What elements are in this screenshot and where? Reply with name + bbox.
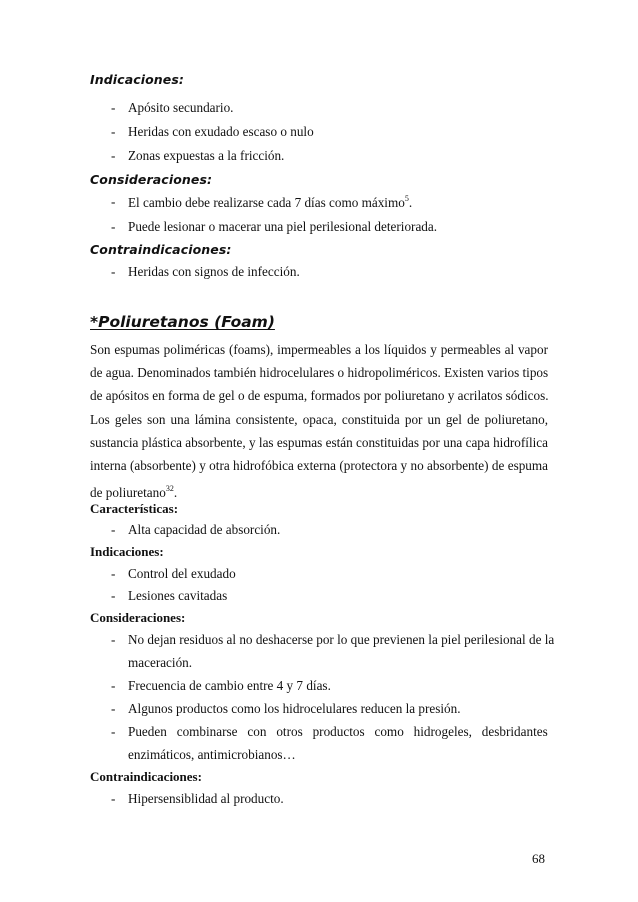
contraindicaciones-heading: Contraindicaciones:: [90, 242, 232, 257]
consideraciones-heading: Consideraciones:: [90, 172, 213, 187]
list-item-continuation: maceración.: [128, 655, 193, 670]
caracteristicas-heading: Características:: [90, 501, 179, 516]
indicaciones-heading: Indicaciones:: [90, 544, 164, 559]
document-page: Indicaciones: - Apósito secundario. - Heridas con exudado escaso o nulo - Zonas expuestas a la fricción. Consideraciones: - El cambio debe realizarse cada 7 días como máximo$^5$. - Puede lesionar o macerar una piel perilesional deteriorada. Contraindicaciones: - Heridas con signos de infección. *Poliuretanos (Foam) Son espumas poliméricas (foams), impermeables a los líquidos y permeables al vapor de agua. Denominados también hidrocelulares o hidropoliméricos. Existen varios tipos de apósitos en forma de gel o de espuma, formados por poliuretano y acrilatos sódicos. Los geles son una lámina consistente, opaca, constituida por un gel de poliuretano, sustancia plástica absorbente, y las espumas están constituidas por una capa hidrofílica interna (absorbente) y otra hidrofóbica externa (protectora y no absorbente) de espuma de poliuretano$^{32}$. Características: - Alta capacidad de absorción. Indicaciones: - Control del exudado - Lesiones cavitadas Consideraciones: - No dejan residuos al no deshacerse por lo que previenen la piel perilesional de la maceración. - Frecuencia de cambio entre 4 y 7 días. - Algunos productos como los hidrocelulares reducen la presión. - Pueden combinarse con otros productos como hidrogeles, desbridantes enzimáticos, antimicrobianos… Contraindicaciones: - Hipersensiblidad al producto. 68: [90, 72, 555, 866]
section-title: *Poliuretanos (Foam): [90, 313, 275, 331]
body-paragraph: Son espumas poliméricas (foams), impermeables a los líquidos y permeables al vapor de agua. Denominados también hidrocelulares o hidropoliméricos. Existen varios tipos de apósitos en forma de gel o de espuma, formados por poliuretano y acrilatos sódicos. Los geles son una lámina consistente, opaca, constituida por un gel de poliuretano, sustancia plástica absorbente, y las espumas están constituidas por una capa hidrofílica interna (absorbente) y otra hidrofóbica externa (protectora y no absorbente) de espuma de poliuretano$^{32}$.: [90, 342, 549, 501]
contraindicaciones-heading: Contraindicaciones:: [90, 769, 202, 784]
indicaciones-heading: Indicaciones:: [90, 72, 185, 87]
list-item-continuation: enzimáticos, antimicrobianos…: [128, 747, 296, 762]
consideraciones-heading: Consideraciones:: [90, 610, 186, 625]
page-number: 68: [532, 851, 545, 866]
